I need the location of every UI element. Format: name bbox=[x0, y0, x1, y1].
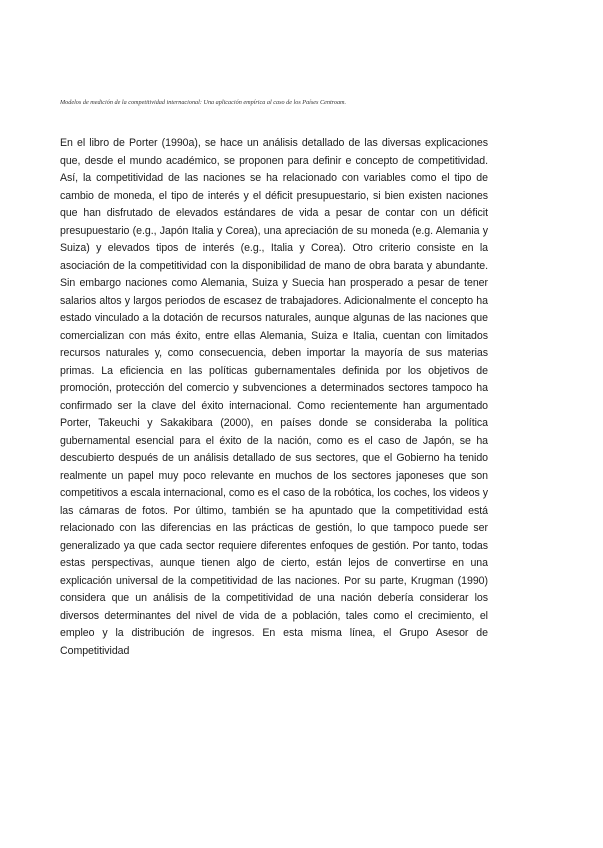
running-header: Modelos de medición de la competitividad internacional: Una aplicación empírica al caso de los Países Centroam. bbox=[60, 99, 347, 106]
body-paragraph: En el libro de Porter (1990a), se hace un análisis detallado de las diversas explicaciones que, desde el mundo académico, se proponen para definir e concepto de competitividad. Así, la competitividad de las naciones se ha relacionado con variables como el tipo de cambio de moneda, el tipo de interés y el déficit presupuestario, si bien existen naciones que han disfrutado de elevados estándares de vida a pesar de contar con un déficit presupuestario (e.g., Japón Italia y Corea), una apreciación de su moneda (e.g. Alemania y Suiza) y elevados tipos de interés (e.g., Italia y Corea). Otro criterio consiste en la asociación de la competitividad con la disponibilidad de mano de obra barata y abundante. Sin embargo naciones como Alemania, Suiza y Suecia han prosperado a pesar de tener salarios altos y largos periodos de escasez de trabajadores. Adicionalmente el concepto ha estado vinculado a la dotación de recursos naturales, aunque algunas de las naciones que comercializan con más éxito, entre ellas Alemania, Suiza e Italia, cuentan con limitados recursos naturales y, como consecuencia, deben importar la mayoría de sus materias primas. La eficiencia en las políticas gubernamentales definida por los objetivos de promoción, protección del comercio y subvenciones a determinados sectores tampoco ha confirmado ser la clave del éxito internacional. Como recientemente han argumentado Porter, Takeuchi y Sakakibara (2000), en países donde se consideraba la política gubernamental esencial para el éxito de la nación, como es el caso de Japón, se ha descubierto después de un análisis detallado de sus sectores, que el Gobierno ha tenido realmente un papel muy poco relevante en muchos de los sectores japoneses que son competitivos a escala internacional, como es el caso de la robótica, los coches, los videos y las cámaras de fotos. Por último, también se ha apuntado que la competitividad está relacionado con las diferencias en las prácticas de gestión, lo que tampoco puede ser generalizado ya que cada sector requiere diferentes enfoques de gestión. Por tanto, todas estas perspectivas, aunque tienen algo de cierto, están lejos de convertirse en una explicación universal de la competitividad de las naciones. Por su parte, Krugman (1990) considera que un análisis de la competitividad de una nación debería considerar los diversos determinantes del nivel de vida de a población, tales como el crecimiento, el empleo y la distribución de ingresos. En esta misma línea, el Grupo Asesor de Competitividad bbox=[60, 137, 488, 657]
